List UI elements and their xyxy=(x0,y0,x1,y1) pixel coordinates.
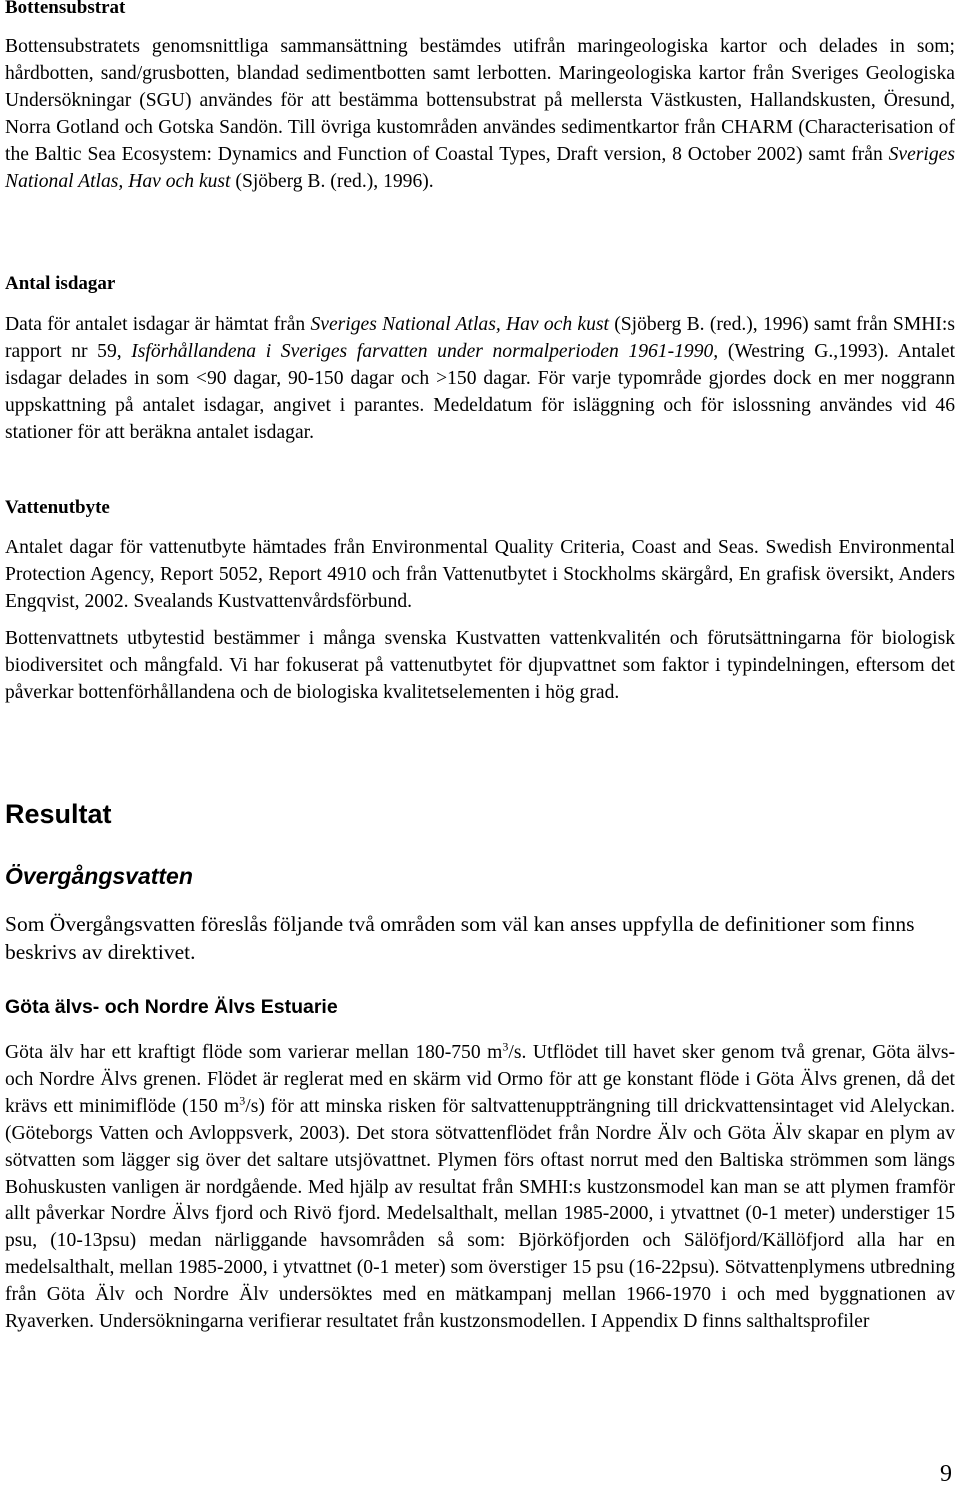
superscript: 3 xyxy=(502,1039,509,1054)
text-run: (Sjöberg B. (red.), 1996) samt från SMHI:s rapport nr 59, xyxy=(5,314,955,362)
section-bottensubstrat xyxy=(5,0,955,20)
text-run: (Westring G.,1993). Antalet isdagar delades in som <90 dagar, 90-150 dagar och >150 dagar. För varje typområde gjordes dock en mer noggrann uppskattning på antalet isdagar, angivet i parantes. Medeldatum för isläggning och för islossning användes vid 46 stationer för att beräkna antalet isdagar. xyxy=(5,340,956,443)
heading-overgangsvatten: Övergångsvatten xyxy=(5,863,193,889)
text-run: /s. Utflödet till havet sker genom två grenar, Göta älvs- och Nordre Älvs grenen. Flödet är reglerat med en skärm vid Ormo för att ge konstant flöde i Göta Älvs grenen, då det krävs ett minimiflöde (150 m xyxy=(5,1042,955,1117)
subsection-gota-alv xyxy=(5,995,955,1019)
text-run: Data för antalet isdagar är hämtat från xyxy=(5,314,311,335)
italic-reference: Isförhållandena i Sveriges farvatten under normalperioden 1961-1990, xyxy=(131,340,719,362)
paragraph-bottensubstrat xyxy=(5,34,955,195)
heading-vattenutbyte: Vattenutbyte xyxy=(5,497,110,518)
heading-bottensubstrat: Bottensubstrat xyxy=(5,0,126,18)
paragraph-isdagar xyxy=(5,312,955,447)
page-number: 9 xyxy=(940,1461,952,1487)
section-vattenutbyte xyxy=(5,496,955,520)
text-run: (Sjöberg B. (red.), 1996). xyxy=(230,170,434,192)
italic-reference: Sveriges National Atlas, Hav och kust xyxy=(310,314,609,335)
section-isdagar xyxy=(5,272,955,296)
superscript: 3 xyxy=(239,1093,246,1108)
paragraph-gota-alv xyxy=(5,1040,955,1336)
text-run: /s) för att minska risken för saltvattenuppträngning till drickvattensintaget vid Alelyckan. (Göteborgs Vatten och Avloppsverk, 2003). Det stora sötvattenflödet från Nordre Älv och Göta Älv skapar en plym av sötvatten som lägger sig över det saltare utsjövattnet. Plymen förs oftast norrut med den Baltiska strömmen som längs Bohuskusten vanligen är nordgående. Med hjälp av resultat från SMHI:s kustzonsmodel kan man se att plymen framför allt påverkar Nordre Älvs fjord och Rivö fjord. Medelsalthalt, mellan 1985-2000, i ytvattnet (0-1 meter) understiger 15 psu, (10-13psu) medan närliggande havsområden så som: Björköfjorden och Sälöfjord/Källöfjord alla har en medelsalthalt, mellan 1985-2000, i ytvattnet (0-1 meter) som överstiger 15 psu (16-22psu). Sötvattenplymens utbredning från Göta Älv och Nordre Älv undersöktes med en mätkampanj mellan 1966-1970 i och med byggnationen av Ryaverken. Undersökningarna verifierar resultatet från kustzonsmodellen. I Appendix D finns salthaltsprofiler xyxy=(5,1095,955,1333)
text-run: Göta älv har ett kraftigt flöde som varierar mellan 180-750 m xyxy=(5,1042,503,1063)
paragraph-vattenutbyte-1: Antalet dagar för vattenutbyte hämtades från Environmental Quality Criteria, Coast and Seas. Swedish Environmental Protection Agency, Report 5052, Report 4910 och från Vattenutbytet i Stockholms skärgård, En grafisk översikt, Anders Engqvist, 2002. Svealands Kustvattenvårdsförbund. xyxy=(5,537,955,612)
heading-gota-alv-estuarie: Göta älvs- och Nordre Älvs Estuarie xyxy=(5,996,338,1018)
section-resultat xyxy=(5,798,955,830)
heading-isdagar: Antal isdagar xyxy=(5,273,116,294)
text-run: Bottensubstratets genomsnittliga sammansättning bestämdes utifrån maringeologiska kartor och delades in som; hårdbotten, sand/grusbotten, blandad sedimentbotten samt lerbotten. Maringeologiska kartor från Sveriges Geologiska Undersökningar (SGU) användes för att bestämma bottensubstrat på mellersta Västkusten, Hallandskusten, Öresund, Norra Gotland och Gotska Sandön. Till övriga kustområden användes sedimentkartor från CHARM (Characterisation of the Baltic Sea Ecosystem: Dynamics and Function of Coastal Types, Draft version, 8 October 2002) samt från xyxy=(5,36,955,165)
heading-resultat: Resultat xyxy=(5,799,112,829)
italic-reference: Sveriges National Atlas, Hav och kust xyxy=(5,143,955,192)
subsection-overgangsvatten xyxy=(5,862,955,890)
paragraph-overgangsvatten-intro: Som Övergångsvatten föreslås följande två områden som väl kan anses uppfylla de definitioner som finns beskrivs av direktivet. xyxy=(5,912,915,964)
paragraph-vattenutbyte-2: Bottenvattnets utbytestid bestämmer i många svenska Kustvatten vattenkvalitén och förutsättningarna för biologisk biodiversitet och mångfald. Vi har fokuserat på vattenutbytet för djupvattnet som faktor i typindelningen, eftersom det påverkar bottenförhållandena och de biologiska kvalitetselementen i hög grad. xyxy=(5,628,955,703)
